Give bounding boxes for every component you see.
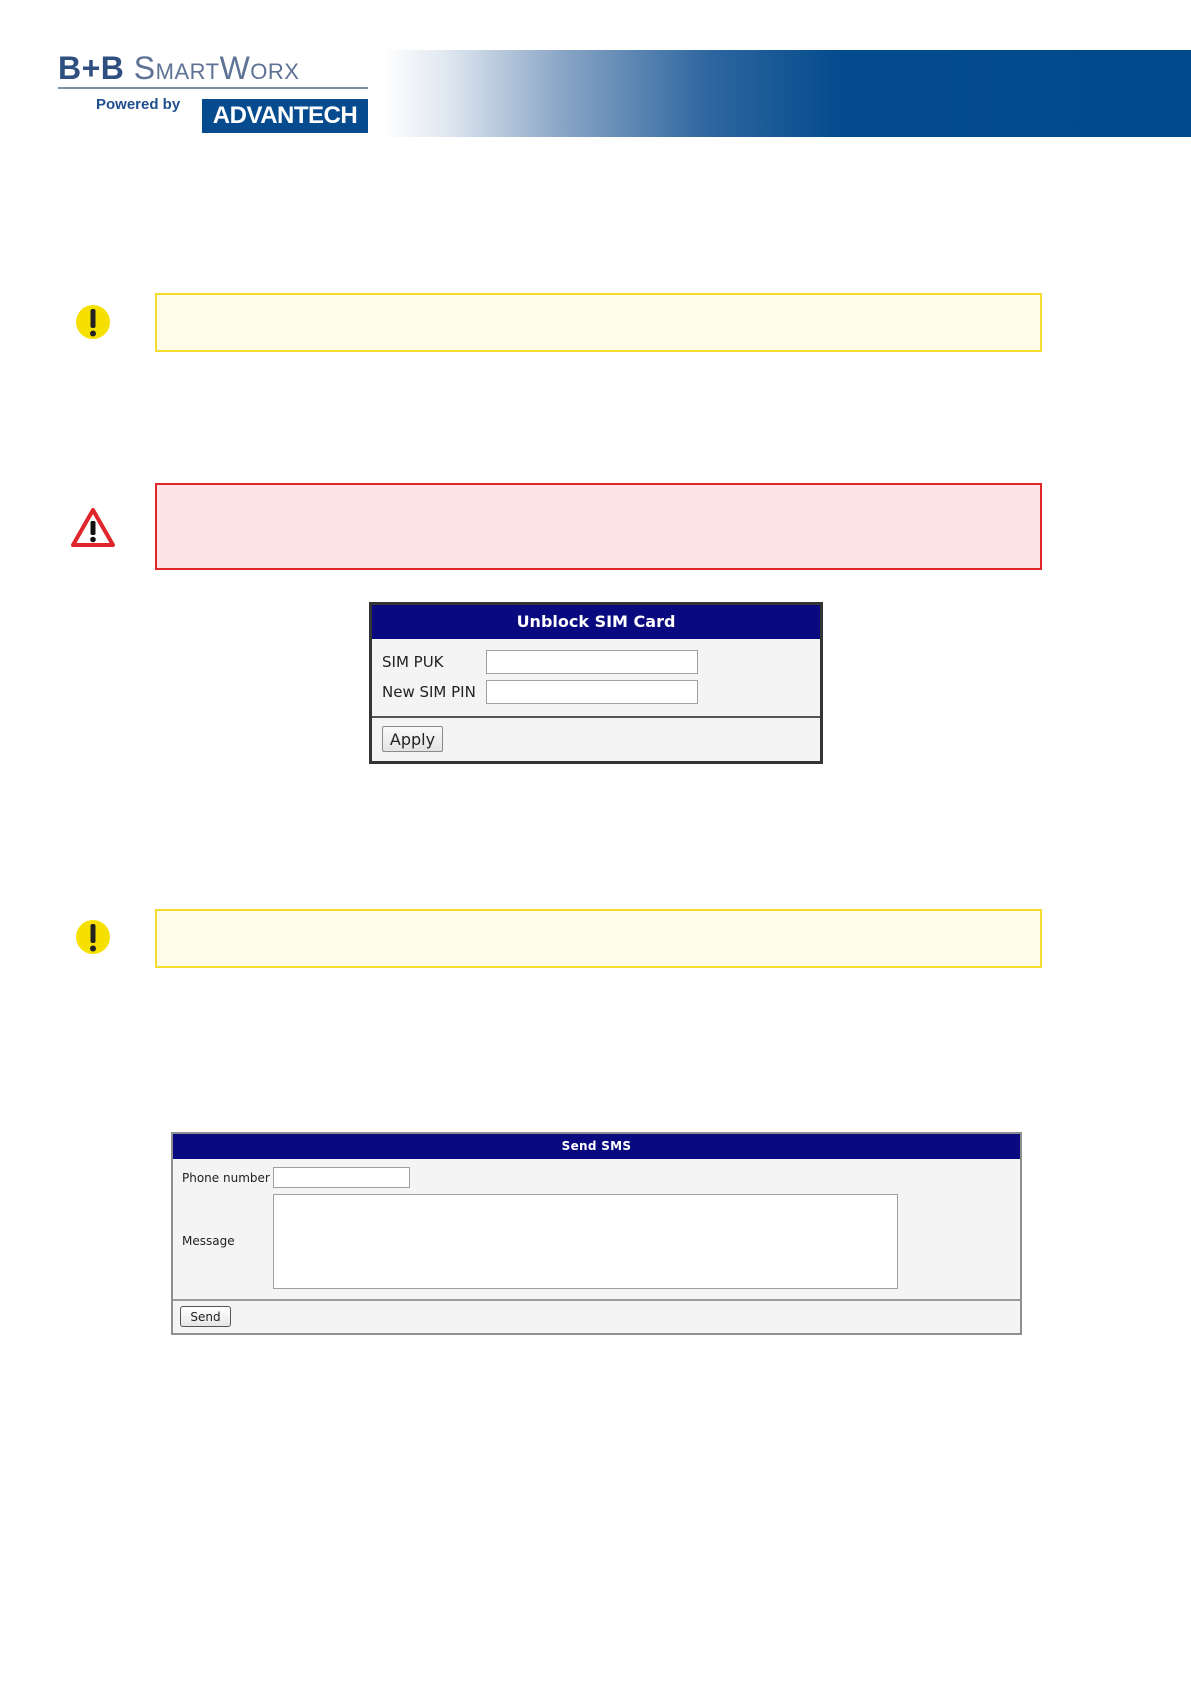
brand-name: [58, 50, 299, 87]
powered-by-text: Powered by: [96, 96, 181, 113]
exclamation-circle-icon: [74, 918, 112, 956]
new-sim-pin-input[interactable]: [486, 680, 698, 704]
note-box: [155, 909, 1042, 968]
unblock-sim-form: [369, 602, 823, 764]
sim-puk-input[interactable]: [486, 650, 698, 674]
sim-puk-row: [382, 650, 698, 674]
send-button[interactable]: Send: [180, 1306, 231, 1327]
new-sim-pin-row: [382, 680, 698, 704]
phone-number-label: Phone number: [182, 1171, 270, 1185]
form-title: Unblock SIM Card: [372, 605, 820, 639]
sim-puk-label: SIM PUK: [382, 653, 444, 671]
send-sms-form: [171, 1132, 1022, 1335]
advantech-logo: ADVANTECH: [202, 99, 368, 133]
form-divider: [173, 1299, 1020, 1301]
warning-triangle-icon: [70, 507, 116, 549]
form-divider: [372, 716, 820, 718]
brand-divider: [58, 87, 368, 89]
apply-button[interactable]: Apply: [382, 726, 443, 752]
note-box: [155, 293, 1042, 352]
message-textarea[interactable]: [273, 1194, 898, 1289]
brand-logo: [58, 50, 368, 135]
warning-box: [155, 483, 1042, 570]
form-title: Send SMS: [173, 1134, 1020, 1159]
brand-prefix: B+B: [58, 50, 125, 86]
new-sim-pin-label: New SIM PIN: [382, 683, 476, 701]
brand-wordmark: SmartWorx: [133, 50, 300, 86]
message-label: Message: [182, 1234, 235, 1248]
phone-number-input[interactable]: [273, 1167, 410, 1188]
exclamation-circle-icon: [74, 303, 112, 341]
header-gradient-band: [383, 50, 1191, 137]
